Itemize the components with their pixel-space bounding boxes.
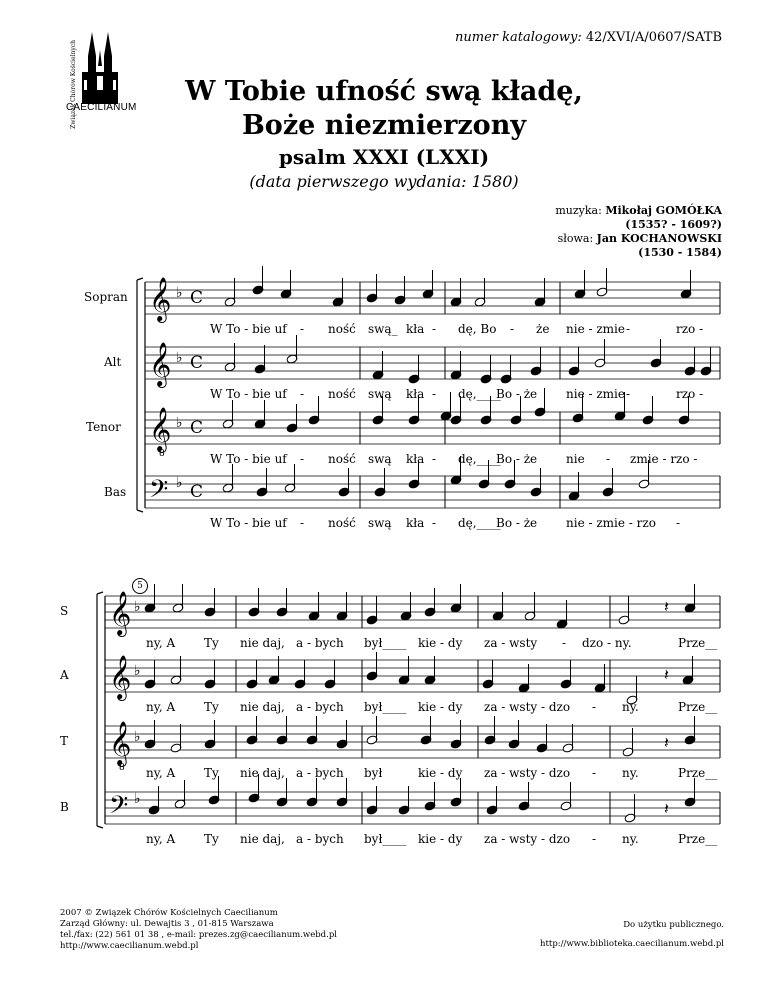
lyric-syllable: kie - dy bbox=[418, 766, 463, 780]
lyric-syllable: Prze__ bbox=[678, 832, 718, 846]
measure-number: 5 bbox=[132, 578, 148, 594]
footer-website[interactable]: http://www.caecilianum.webd.pl bbox=[60, 941, 199, 951]
voice-label-soprano: Sopran bbox=[84, 290, 128, 304]
common-time-icon: C bbox=[190, 418, 204, 438]
lyric-syllable: - bbox=[432, 387, 437, 401]
lyric-syllable: ny, A bbox=[146, 700, 176, 714]
lyric-syllable: Ty bbox=[204, 766, 219, 780]
staff-line bbox=[137, 278, 143, 280]
flat-key-signature: ♭ bbox=[176, 415, 183, 431]
poet-dates: (1530 - 1584) bbox=[638, 246, 722, 259]
lyric-syllable: ność bbox=[328, 452, 356, 466]
title-line-2: Boże niezmierzony bbox=[241, 110, 527, 141]
voice-label-s: S bbox=[60, 604, 69, 618]
common-time-icon: C bbox=[190, 482, 204, 502]
footer-right bbox=[540, 920, 724, 950]
poet-credit: słowa: Jan KOCHANOWSKI bbox=[557, 232, 722, 245]
lyric-syllable: swą bbox=[368, 452, 392, 466]
lyric-syllable: - bbox=[606, 452, 611, 466]
lyric-syllable: nie daj, bbox=[240, 700, 285, 714]
lyric-syllable: nie - zmie - rzo bbox=[566, 516, 656, 530]
treble-clef-icon: 𝄞 bbox=[109, 721, 132, 765]
flat-key-signature: ♭ bbox=[134, 663, 141, 679]
lyric-syllable: Prze__ bbox=[678, 700, 718, 714]
treble-clef-icon: 𝄞 bbox=[149, 342, 172, 386]
flat-key-signature: ♭ bbox=[176, 475, 183, 491]
lyric-syllable: - bbox=[626, 387, 631, 401]
flat-key-signature: ♭ bbox=[134, 791, 141, 807]
quarter-rest-icon: 𝄽 bbox=[664, 665, 669, 684]
staff-line bbox=[137, 510, 143, 512]
lyric-syllable: a - bych bbox=[296, 832, 344, 846]
lyric-syllable: - bbox=[510, 322, 515, 336]
lyric-syllable: dzo - ny. bbox=[582, 636, 632, 650]
lyric-syllable: a - bych bbox=[296, 766, 344, 780]
lyric-syllable: rzo - bbox=[676, 322, 704, 336]
lyric-syllable: - bbox=[300, 516, 305, 530]
quarter-rest-icon: 𝄽 bbox=[664, 733, 669, 752]
common-time-icon: C bbox=[190, 353, 204, 373]
footer-address: Zarząd Główny: ul. Dewajtis 3 , 01-815 Warszawa bbox=[60, 919, 274, 929]
lyric-syllable: - bbox=[562, 636, 567, 650]
common-time-icon: C bbox=[190, 288, 204, 308]
lyric-syllable: dę,____ bbox=[458, 387, 501, 401]
treble-clef-icon: 𝄞 bbox=[149, 407, 172, 451]
quarter-rest-icon: 𝄽 bbox=[664, 597, 669, 616]
lyric-syllable: swą_ bbox=[368, 322, 398, 336]
lyric-syllable: - bbox=[300, 452, 305, 466]
catalog-number: numer katalogowy: 42/XVI/A/0607/SATB bbox=[455, 30, 722, 45]
lyric-syllable: - bbox=[432, 452, 437, 466]
title-line-1: W Tobie ufność swą kładę, bbox=[185, 76, 583, 107]
lyric-syllable: a - bych bbox=[296, 700, 344, 714]
lyric-syllable: - bbox=[300, 322, 305, 336]
footer-left bbox=[60, 908, 337, 952]
voice-label-alto: Alt bbox=[104, 355, 122, 369]
lyric-syllable: kie - dy bbox=[418, 636, 463, 650]
lyric-syllable: kie - dy bbox=[418, 700, 463, 714]
lyric-syllable: kła bbox=[406, 452, 425, 466]
lyric-syllable: kła bbox=[406, 516, 425, 530]
footer-copyright: 2007 © Związek Chórów Kościelnych Caecilianum bbox=[60, 908, 278, 918]
flat-key-signature: ♭ bbox=[134, 599, 141, 615]
lyric-syllable: Bo - że bbox=[496, 452, 538, 466]
voice-label-b: B bbox=[60, 800, 69, 814]
quarter-rest-icon: 𝄽 bbox=[664, 799, 669, 818]
lyric-syllable: kła bbox=[406, 387, 425, 401]
lyric-syllable: nie daj, bbox=[240, 636, 285, 650]
lyric-syllable: Ty bbox=[204, 832, 219, 846]
lyric-syllable: za - wsty - dzo bbox=[484, 766, 571, 780]
lyric-syllable: swą bbox=[368, 516, 392, 530]
lyric-syllable: - bbox=[592, 832, 597, 846]
lyric-syllable: ny. bbox=[622, 700, 639, 714]
lyric-syllable: a - bych bbox=[296, 636, 344, 650]
lyric-syllable: Bo - że bbox=[496, 516, 538, 530]
bass-clef-icon: 𝄢 bbox=[109, 791, 129, 826]
lyric-syllable: kie - dy bbox=[418, 832, 463, 846]
bass-clef-icon: 𝄢 bbox=[149, 475, 169, 510]
lyric-syllable: Ty bbox=[204, 700, 219, 714]
treble-clef-icon: 𝄞 bbox=[109, 655, 132, 699]
octave-mark: 8 bbox=[159, 449, 165, 459]
lyric-syllable: - bbox=[432, 322, 437, 336]
logo-name: CAECILIANUM bbox=[66, 102, 137, 113]
composer-credit: muzyka: Mikołaj GOMÓŁKA bbox=[555, 204, 722, 217]
voice-label-tenor: Tenor bbox=[86, 420, 121, 434]
lyric-syllable: nie daj, bbox=[240, 832, 285, 846]
composer-dates: (1535? - 1609?) bbox=[625, 218, 722, 231]
lyric-syllable: nie daj, bbox=[240, 766, 285, 780]
lyric-syllable: ny. bbox=[622, 766, 639, 780]
lyric-syllable: - bbox=[592, 700, 597, 714]
lyric-syllable: Prze__ bbox=[678, 636, 718, 650]
staff-line bbox=[97, 592, 103, 594]
flat-key-signature: ♭ bbox=[176, 285, 183, 301]
lyric-syllable: W To - bie uf bbox=[210, 452, 287, 466]
footer-contact: tel./fax: (22) 561 01 38 , e-mail: prezes.zg@caecilianum.webd.pl bbox=[60, 930, 337, 940]
flat-key-signature: ♭ bbox=[134, 729, 141, 745]
lyric-syllable: zmie - rzo - bbox=[630, 452, 698, 466]
flat-key-signature: ♭ bbox=[176, 350, 183, 366]
lyric-syllable: ność bbox=[328, 387, 356, 401]
lyric-syllable: dę,____ bbox=[458, 452, 501, 466]
lyric-syllable: był____ bbox=[364, 832, 407, 846]
footer-library-link[interactable]: http://www.biblioteka.caecilianum.webd.pl bbox=[540, 939, 724, 949]
lyric-syllable: ny, A bbox=[146, 766, 176, 780]
lyric-syllable: był____ bbox=[364, 700, 407, 714]
lyric-syllable: - bbox=[592, 766, 597, 780]
lyric-syllable: że bbox=[536, 322, 550, 336]
publication-date: (data pierwszego wydania: 1580) bbox=[249, 172, 519, 191]
lyric-syllable: za - wsty - dzo bbox=[484, 700, 571, 714]
lyric-syllable: za - wsty - dzo bbox=[484, 832, 571, 846]
lyric-syllable: ny. bbox=[622, 832, 639, 846]
lyric-syllable: ność bbox=[328, 322, 356, 336]
voice-label-bass: Bas bbox=[104, 485, 127, 499]
lyric-syllable: W To - bie uf bbox=[210, 516, 287, 530]
lyric-syllable: nie bbox=[566, 452, 585, 466]
lyric-syllable: Bo - że bbox=[496, 387, 538, 401]
logo-vertical-text: Związek Chórów Kościelnych bbox=[70, 40, 77, 129]
lyric-syllable: ny, A bbox=[146, 832, 176, 846]
treble-clef-icon: 𝄞 bbox=[109, 591, 132, 635]
lyric-syllable: Prze__ bbox=[678, 766, 718, 780]
lyric-syllable: dę, Bo bbox=[458, 322, 497, 336]
lyric-syllable: - bbox=[676, 516, 681, 530]
voice-label-t: T bbox=[60, 734, 69, 748]
footer-usage: Do użytku publicznego. bbox=[623, 920, 724, 930]
lyric-syllable: nie - zmie bbox=[566, 322, 625, 336]
lyric-syllable: - bbox=[432, 516, 437, 530]
lyric-syllable: kła bbox=[406, 322, 425, 336]
lyric-syllable: ny, A bbox=[146, 636, 176, 650]
lyric-syllable: - bbox=[626, 322, 631, 336]
treble-clef-icon: 𝄞 bbox=[149, 277, 172, 321]
voice-label-a: A bbox=[60, 668, 69, 682]
lyric-syllable: ność bbox=[328, 516, 356, 530]
lyric-syllable: dę,____ bbox=[458, 516, 501, 530]
lyric-syllable: - bbox=[300, 387, 305, 401]
staff-line bbox=[97, 826, 103, 828]
lyric-syllable: był bbox=[364, 766, 383, 780]
subtitle: psalm XXXI (LXXI) bbox=[278, 145, 490, 169]
lyric-syllable: był____ bbox=[364, 636, 407, 650]
lyric-syllable: rzo - bbox=[676, 387, 704, 401]
lyric-syllable: swą bbox=[368, 387, 392, 401]
octave-mark: 8 bbox=[119, 763, 125, 773]
lyric-syllable: nie - zmie bbox=[566, 387, 625, 401]
lyric-syllable: Ty bbox=[204, 636, 219, 650]
lyric-syllable: za - wsty bbox=[484, 636, 538, 650]
lyric-syllable: W To - bie uf bbox=[210, 322, 287, 336]
lyric-syllable: W To - bie uf bbox=[210, 387, 287, 401]
